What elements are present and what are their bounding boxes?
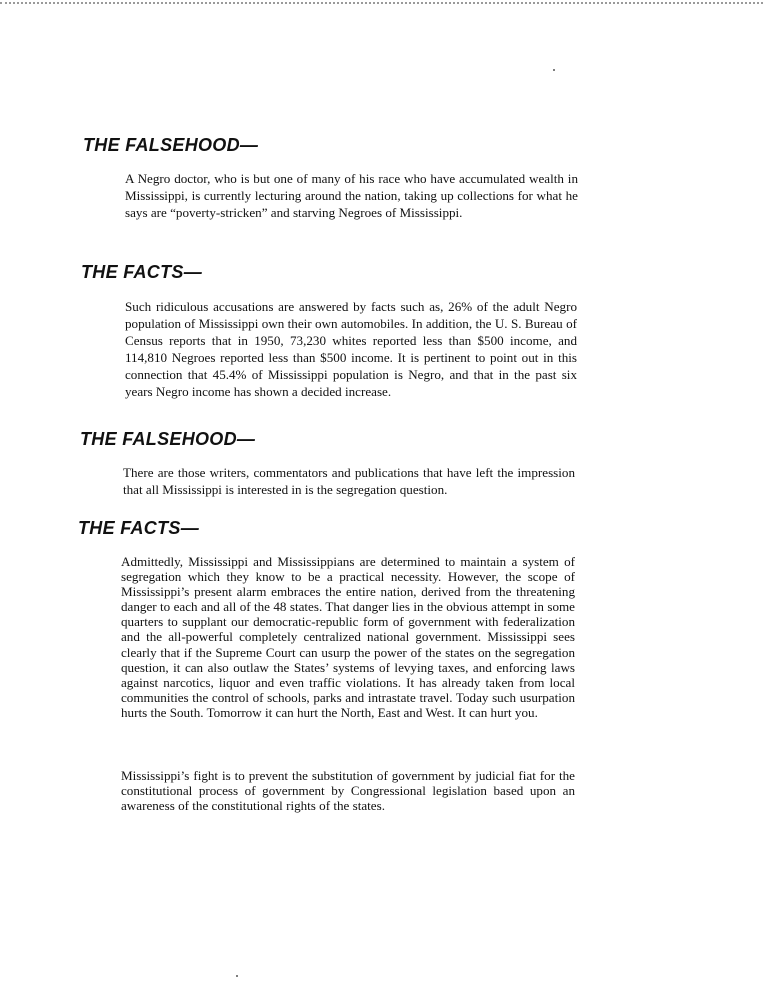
scan-speck [236, 975, 238, 977]
scan-speck [553, 69, 555, 71]
section-heading-falsehood-2: THE FALSEHOOD— [80, 429, 256, 449]
top-dotted-rule [0, 2, 763, 4]
section-heading-facts-1: THE FACTS— [81, 262, 203, 282]
section-paragraph-falsehood-1: A Negro doctor, who is but one of many of his race who have accumulated wealth in Mississippi, is currently lecturing around the nation, taking up collections for what he says are “poverty-stricken” and starving Negroes of Mississippi. [125, 171, 578, 220]
section-heading-facts-2: THE FACTS— [78, 518, 200, 538]
section-paragraph-falsehood-2: There are those writers, commentators and publications that have left the impression that all Mississippi is interested in is the segregation question. [123, 465, 575, 497]
section-paragraph-facts-2b: Mississippi’s fight is to prevent the substitution of government by judicial fiat for the constitutional process of government by Congressional legislation based upon an awareness of the constitutional rights of the states. [121, 768, 575, 814]
section-heading-falsehood-1: THE FALSEHOOD— [83, 135, 259, 155]
section-paragraph-facts-2a: Admittedly, Mississippi and Mississippians are determined to maintain a system of segregation which they know to be a practical necessity. However, the scope of Mississippi’s present alarm embraces the entire nation, derived from the threatening danger to each and all of the 48 states. That danger lies in the obvious attempt in some quarters to supplant our democratic-republic form of government with federalization and the all-powerful completely centralized national government. Mississippi sees clearly that if the Supreme Court can usurp the power of the states on the segregation question, it can also outlaw the States’ systems of levying taxes, and enforcing laws against narcotics, liquor and even traffic violations. It has already taken from local communities the control of schools, parks and intrastate travel. Today such usurpation hurts the South. Tomorrow it can hurt the North, East and West. It can hurt you. [121, 554, 575, 720]
section-paragraph-facts-1: Such ridiculous accusations are answered by facts such as, 26% of the adult Negro population of Mississippi own their own automobiles. In addition, the U. S. Bureau of Census reports that in 1950, 73,230 whites reported less than $500 income, and 114,810 Negroes reported less than $500 income. It is pertinent to point out in this connection that 45.4% of Mississippi population is Negro, and that in the past six years Negro income has shown a decided increase. [125, 299, 577, 399]
